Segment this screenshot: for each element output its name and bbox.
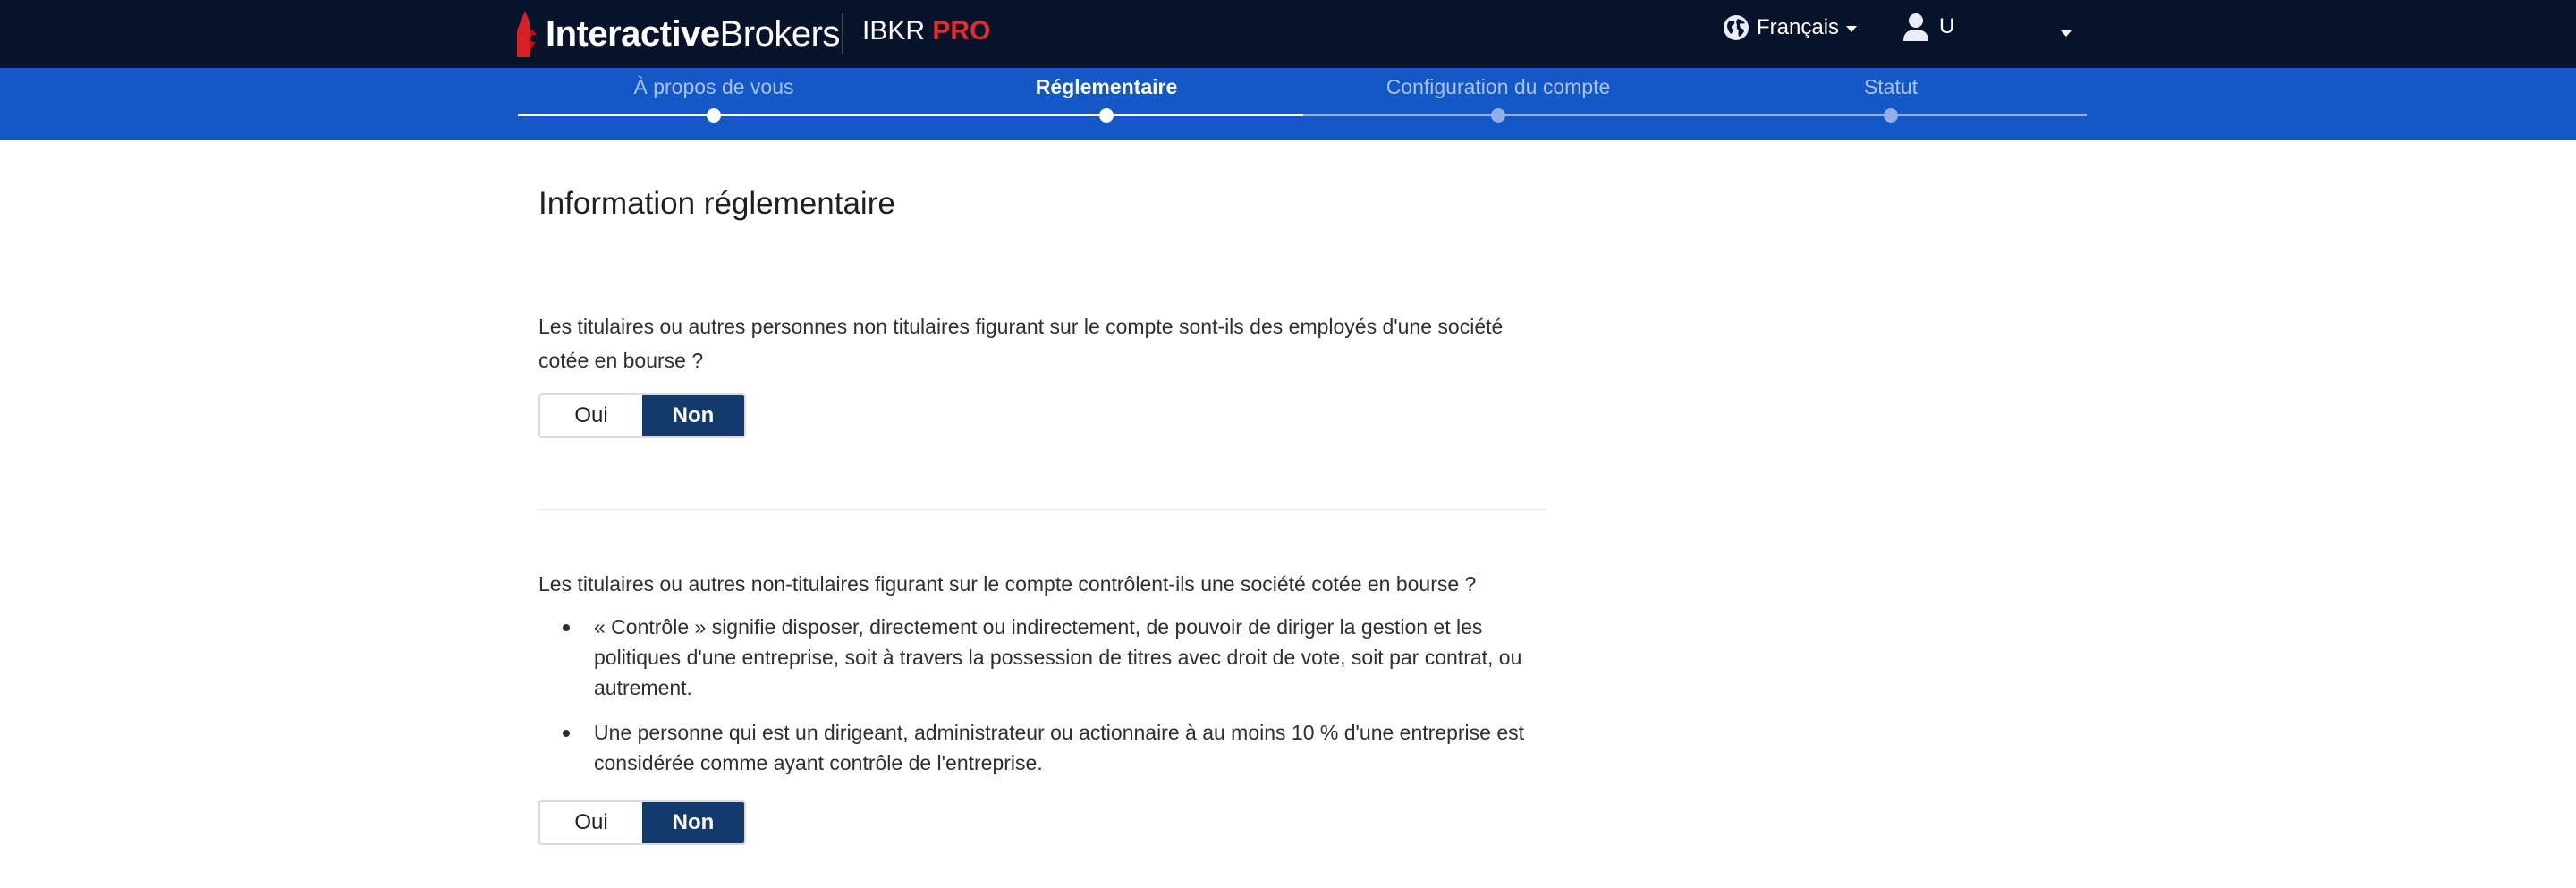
- stepper-track-completed: [518, 114, 1303, 116]
- language-selector[interactable]: [1723, 14, 1857, 41]
- language-label: Français: [1757, 15, 1840, 39]
- ib-logo-icon: [517, 11, 540, 57]
- product-name-text: IBKR: [862, 16, 926, 46]
- answer-non-button[interactable]: Non: [642, 802, 744, 843]
- question-employee-public-company: Les titulaires ou autres personnes non titulaires figurant sur le compte sont-ils des employés d'une société cotée en bourse ?: [538, 315, 1504, 372]
- step-account-configuration-marker: [1491, 108, 1505, 123]
- top-header: [0, 0, 2576, 68]
- step-regulatory[interactable]: Réglementaire: [1035, 75, 1178, 98]
- section-divider: [538, 509, 1546, 510]
- globe-icon: [1723, 14, 1750, 41]
- user-initial: U: [1939, 14, 1955, 38]
- step-regulatory-marker: [1099, 108, 1114, 123]
- answer-toggle-employee: [538, 393, 746, 438]
- user-icon: [1903, 13, 1928, 41]
- question-control-public-company: Les titulaires ou autres non-titulaires figurant sur le compte contrôlent-ils une société cotée en bourse ?: [538, 572, 1477, 596]
- chevron-down-icon: [1846, 26, 1857, 32]
- list-item: « Contrôle » signifie disposer, directement ou indirectement, de pouvoir de diriger la gestion et les politiques d'une entreprise, soit à travers la possession de titres avec droit de vote, soit par contrat, ou autrement.: [538, 612, 1546, 703]
- page-title: Information réglementaire: [538, 186, 895, 221]
- brand-logo[interactable]: [517, 7, 840, 61]
- answer-oui-button[interactable]: Oui: [540, 395, 642, 436]
- brand-divider: [842, 13, 843, 54]
- step-about-you-marker: [707, 108, 721, 123]
- progress-stepper: [0, 68, 2576, 140]
- user-menu[interactable]: [1903, 13, 1954, 41]
- user-menu-chevron-icon[interactable]: [2061, 30, 2072, 37]
- step-about-you[interactable]: À propos de vous: [633, 75, 794, 98]
- answer-non-button[interactable]: Non: [642, 395, 744, 436]
- list-item: Une personne qui est un dirigeant, administrateur ou actionnaire à au moins 10 % d'une entreprise est considérée comme ayant contrôle de l'entreprise.: [538, 717, 1546, 778]
- step-status-marker: [1884, 108, 1898, 123]
- answer-toggle-control: [538, 800, 746, 845]
- step-account-configuration[interactable]: Configuration du compte: [1385, 75, 1611, 98]
- product-name: [862, 16, 990, 47]
- brand-name-bold: Interactive: [546, 13, 720, 54]
- product-tier: PRO: [932, 16, 991, 46]
- step-status[interactable]: Statut: [1863, 75, 1919, 98]
- brand-name-light: Brokers: [719, 13, 840, 54]
- brand-name: [546, 14, 840, 55]
- stepper-track-remaining: [1303, 114, 2087, 116]
- answer-oui-button[interactable]: Oui: [540, 802, 642, 843]
- control-definition-list: [538, 612, 1546, 792]
